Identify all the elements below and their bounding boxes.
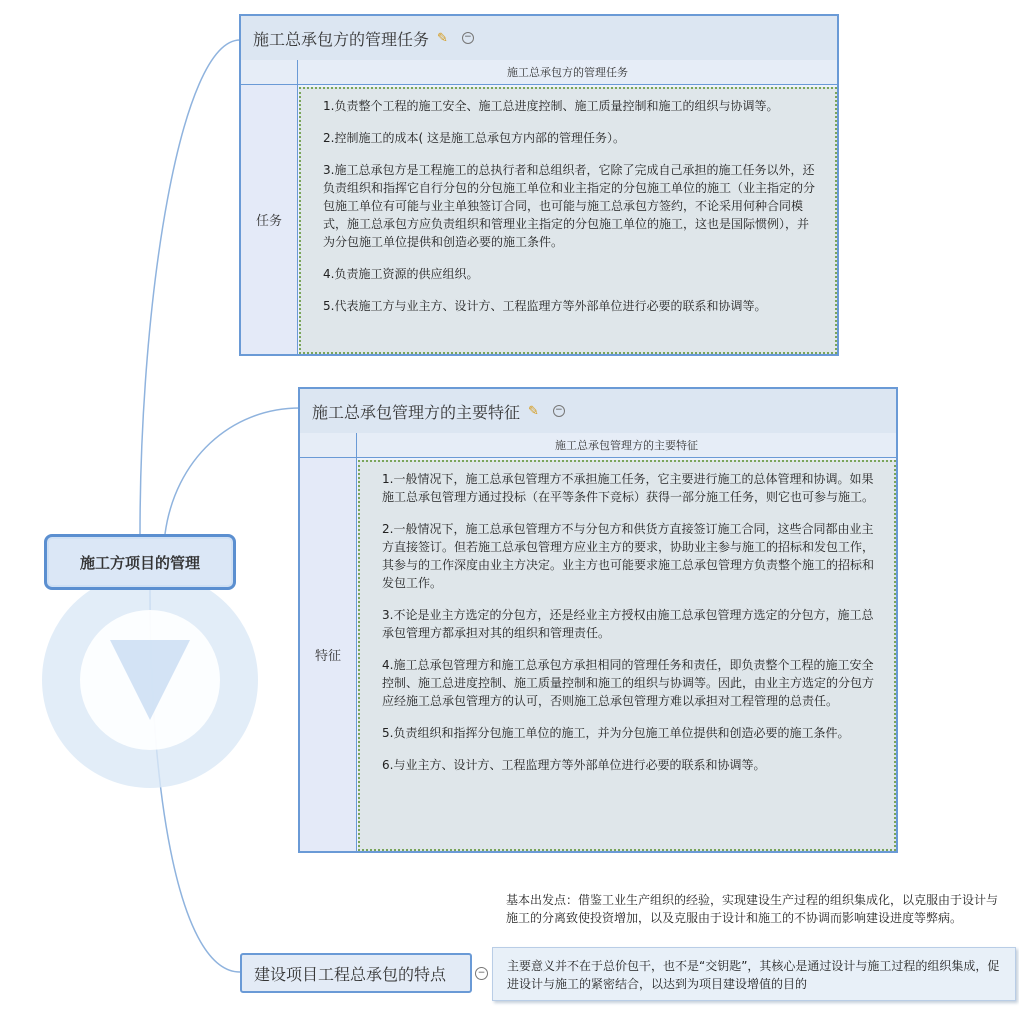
root-node[interactable] (44, 534, 236, 590)
feature-item-5: 5.负责组织和指挥分包施工单位的施工，并为分包施工单位提供和创造必要的施工条件。 (382, 726, 850, 740)
task-card-title-bar[interactable] (241, 16, 837, 61)
task-header-row (241, 60, 837, 85)
feature-item-2: 2.一般情况下，施工总承包管理方不与分包方和供货方直接签订施工合同，这些合同都由业主方直接签订。但若施工总承包管理方应业主方的要求，协助业主参与施工的招标和发包工作，其参与的工作深度由业主方决定。业主方也可能要求施工总承包管理方负责整个施工的招标和发包工作。 (382, 522, 875, 590)
task-side-label: 任务 (241, 85, 298, 354)
note-icon[interactable]: ✎ (437, 30, 448, 46)
task-item-3: 3.施工总承包方是工程施工的总执行者和总组织者，它除了完成自己承担的施工任务以外，还负责组织和指挥它自行分包的分包施工单位和业主指定的分包施工单位的施工（业主指定的分包施工单位有可能与业主单独签订合同，也可能与施工总承包方签约，不论采用何种合同模式，施工总承包方应负责组织和管理业主指定的分包施工单位的施工，这也是国际惯例），并为分包施工单位提供和创造必要的施工条件。 (323, 163, 816, 249)
task-header-label: 施工总承包方的管理任务 (297, 60, 837, 84)
task-item-1: 1.负责整个工程的施工安全、施工总进度控制、施工质量控制和施工的组织与协调等。 (323, 99, 779, 113)
feature-item-1: 1.一般情况下，施工总承包管理方不承担施工任务，它主要进行施工的总体管理和协调。如果施工总承包管理方通过投标（在平等条件下竞标）获得一部分施工任务，则它也可参与施工。 (382, 472, 875, 504)
epc-main-note-text: 主要意义并不在于总价包干，也不是“交钥匙”，其核心是通过设计与施工过程的组织集成，促进设计与施工的紧密结合，以达到为项目建设增值的目的 (507, 959, 1000, 991)
task-item-4: 4.负责施工资源的供应组织。 (323, 267, 479, 281)
task-body (299, 87, 837, 354)
feature-header-row (300, 433, 896, 458)
feature-header-label: 施工总承包管理方的主要特征 (356, 433, 896, 457)
feature-card-title: 施工总承包管理方的主要特征 (312, 402, 521, 422)
feature-card[interactable] (298, 387, 898, 853)
collapse-icon[interactable]: − (553, 405, 565, 417)
task-item-2: 2.控制施工的成本( 这是施工总承包方内部的管理任务）。 (323, 131, 625, 145)
epc-features-title: 建设项目工程总承包的特点 (254, 964, 447, 984)
feature-item-3: 3.不论是业主方选定的分包方，还是经业主方授权由施工总承包管理方选定的分包方，施工总承包管理方都承担对其的组织和管理责任。 (382, 608, 874, 640)
task-card-title: 施工总承包方的管理任务 (253, 29, 430, 49)
feature-card-title-bar[interactable] (300, 389, 896, 434)
collapse-icon[interactable]: − (462, 32, 474, 44)
note-icon[interactable]: ✎ (528, 403, 539, 419)
task-item-5: 5.代表施工方与业主方、设计方、工程监理方等外部单位进行必要的联系和协调等。 (323, 299, 767, 313)
feature-side-label: 特征 (300, 458, 357, 851)
epc-features-node[interactable] (240, 953, 472, 993)
epc-basic-note: 基本出发点：借鉴工业生产组织的经验，实现建设生产过程的组织集成化，以克服由于设计与施工的分离致使投资增加，以及克服由于设计和施工的不协调而影响建设进度等弊病。 (506, 893, 999, 925)
feature-item-4: 4.施工总承包管理方和施工总承包方承担相同的管理任务和责任，即负责整个工程的施工安全控制、施工总进度控制、施工质量控制和施工的组织与协调等。因此，由业主方选定的分包方应经施工总承包管理方的认可，否则施工总承包管理方难以承担对工程管理的总责任。 (382, 658, 875, 708)
collapse-icon[interactable]: − (475, 967, 488, 980)
feature-body (358, 460, 896, 851)
feature-item-6: 6.与业主方、设计方、工程监理方等外部单位进行必要的联系和协调等。 (382, 758, 766, 772)
epc-main-note (492, 947, 1016, 1001)
root-label: 施工方项目的管理 (79, 553, 200, 572)
task-card[interactable] (239, 14, 839, 356)
